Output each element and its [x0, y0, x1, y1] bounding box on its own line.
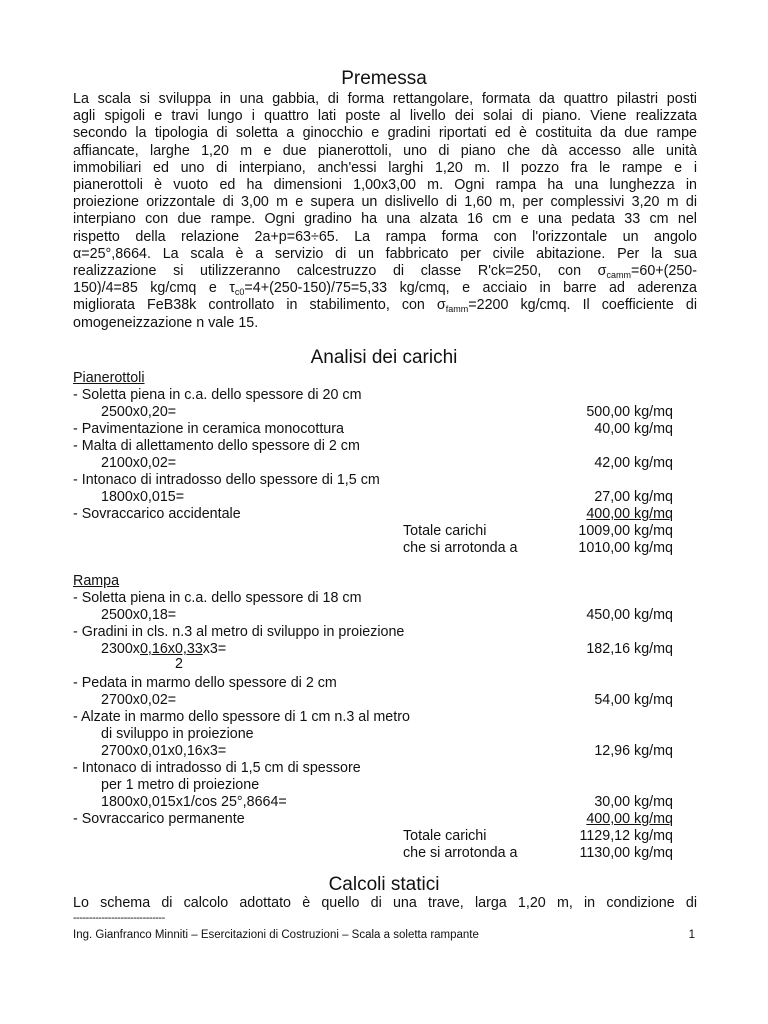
total-value: 1009,00 kg/mq: [578, 523, 673, 539]
load-formula: 2500x0,18=: [101, 607, 177, 623]
paragraph-line: α=25°,8664. La scala è a servizio di un fabbricato per civile abitazione. Per la sua: [73, 245, 697, 262]
footer-text: Ing. Gianfranco Minniti – Esercitazioni di Costruzioni – Scala a soletta rampante: [73, 929, 479, 941]
load-row: [73, 387, 673, 404]
load-row: [73, 726, 673, 743]
load-row: [73, 777, 673, 794]
load-label: - Intonaco di intradosso dello spessore di 1,5 cm: [73, 472, 380, 488]
rounded-value: 1010,00 kg/mq: [578, 540, 673, 556]
paragraph-line: agli spigoli e travi lungo i quattro lati poste al livello dei solai di piano. Viene realizzata: [73, 108, 697, 125]
paragraph-line: rispetto della relazione 2a+p=63÷65. La rampa forma con l'orizzontale un angolo: [73, 228, 697, 245]
load-row: [73, 607, 673, 624]
section-title-calcoli: Calcoli statici: [328, 874, 440, 895]
paragraph-line: affiancate, larghe 1,20 m e due pianerottoli, uno di piano che dà accesso alle unità: [73, 142, 697, 159]
load-formula: 1800x0,015x1/cos 25°,8664=: [101, 794, 287, 810]
premessa-paragraph: [73, 91, 697, 332]
load-formula: 2100x0,02=: [101, 455, 177, 471]
line-text: migliorata FeB38k controllato in stabilimento, con σ: [73, 297, 446, 314]
paragraph-line: [73, 297, 697, 314]
paragraph-line: proiezione orizzontale di 3,00 m e supera un dislivello di 1,60 m, per complessivi 3,20 m di: [73, 194, 697, 211]
load-row: [73, 421, 673, 438]
load-row: [73, 590, 673, 607]
subscript: c0: [234, 287, 245, 298]
load-label: - Soletta piena in c.a. dello spessore di 18 cm: [73, 590, 362, 606]
paragraph-line: interpiano con due rampe. Ogni gradino ha una alzata 16 cm e una pedata 33 cm nel: [73, 211, 697, 228]
paragraph-line: secondo la tipologia di soletta a ginocchio e gradini riportati ed è costituita da due rampe: [73, 125, 697, 142]
load-value: 42,00 kg/mq: [594, 455, 673, 471]
load-label-cont: di sviluppo in proiezione: [101, 726, 254, 742]
load-formula: 1800x0,015=: [101, 489, 185, 505]
rounded-row: [73, 845, 673, 862]
load-row: [73, 709, 673, 726]
load-formula: 2700x0,01x0,16x3=: [101, 743, 227, 759]
load-value: 40,00 kg/mq: [594, 421, 673, 437]
load-row: [73, 438, 673, 455]
load-row: [73, 641, 673, 658]
line-text: =4+(250-150)/75=5,33 kg/cmq, e acciaio in barre ad aderenza: [244, 280, 697, 297]
total-label: Totale carichi: [403, 828, 487, 844]
section-title-premessa: Premessa: [341, 68, 427, 89]
paragraph-line: Lo schema di calcolo adottato è quello di una trave, larga 1,20 m, in condizione di: [73, 895, 697, 911]
page-number: 1: [688, 929, 695, 941]
load-value: 400,00 kg/mq: [586, 506, 673, 522]
formula-part: 2300x: [101, 641, 140, 657]
footnote-separator: -----------------------------: [73, 912, 165, 924]
load-label: - Sovraccarico accidentale: [73, 506, 241, 522]
line-text: =60+(250-: [631, 263, 697, 280]
paragraph-line: omogeneizzazione n vale 15.: [73, 314, 259, 331]
rounded-row: [73, 540, 673, 557]
total-row: [73, 828, 673, 845]
subscript: famm: [445, 304, 469, 315]
calcoli-paragraph: [73, 895, 697, 912]
line-text: 150)/4=85 kg/cmq e τ: [73, 280, 235, 297]
load-formula: 2700x0,02=: [101, 692, 177, 708]
formula-part: x3=: [202, 641, 227, 657]
load-row: [73, 472, 673, 489]
load-row: [73, 455, 673, 472]
total-label: Totale carichi: [403, 523, 487, 539]
load-label: - Pedata in marmo dello spessore di 2 cm: [73, 675, 337, 691]
load-row: [73, 506, 673, 523]
load-formula: [101, 641, 226, 658]
load-row: [73, 692, 673, 709]
load-value: 54,00 kg/mq: [594, 692, 673, 708]
load-label: - Malta di allettamento dello spessore di 2 cm: [73, 438, 360, 454]
load-value: 182,16 kg/mq: [586, 641, 673, 657]
load-value: 12,96 kg/mq: [594, 743, 673, 759]
load-label-cont: per 1 metro di proiezione: [101, 777, 260, 793]
load-row: [73, 794, 673, 811]
subsection-heading-rampa: Rampa: [73, 573, 120, 589]
load-row: [73, 489, 673, 506]
load-label: - Intonaco di intradosso di 1,5 cm di spessore: [73, 760, 361, 776]
load-label: - Gradini in cls. n.3 al metro di sviluppo in proiezione: [73, 624, 405, 640]
total-value: 1129,12 kg/mq: [579, 828, 673, 844]
load-value: 30,00 kg/mq: [594, 794, 673, 810]
load-row: [73, 404, 673, 421]
page-footer: [73, 928, 695, 942]
subscript: camm: [606, 270, 632, 281]
load-row: [73, 675, 673, 692]
paragraph-line: [73, 280, 697, 297]
load-value: 400,00 kg/mq: [586, 811, 673, 827]
load-value: 450,00 kg/mq: [586, 607, 673, 623]
rounded-label: che si arrotonda a: [403, 540, 518, 556]
rounded-label: che si arrotonda a: [403, 845, 518, 861]
load-row: [73, 760, 673, 777]
load-label: - Soletta piena in c.a. dello spessore di 20 cm: [73, 387, 362, 403]
load-label: - Alzate in marmo dello spessore di 1 cm n.3 al metro: [73, 709, 410, 725]
paragraph-line: pianerottoli è vuoto ed ha dimensioni 1,00x3,00 m. Ogni rampa ha una lunghezza in: [73, 177, 697, 194]
section-title-analisi: Analisi dei carichi: [310, 347, 458, 368]
load-value: 27,00 kg/mq: [594, 489, 673, 505]
load-value: 500,00 kg/mq: [586, 404, 673, 420]
fraction-numerator: 0,16x0,33: [139, 641, 203, 657]
line-text: =2200 kg/cmq. Il coefficiente di: [468, 297, 698, 314]
load-row: [73, 811, 673, 828]
load-label: - Sovraccarico permanente: [73, 811, 245, 827]
load-row: [73, 624, 673, 641]
line-text: realizzazione si utilizzeranno calcestruzzo di classe R'ck=250, con σ: [73, 263, 607, 280]
load-row: [73, 743, 673, 760]
total-row: [73, 523, 673, 540]
paragraph-line: [73, 263, 697, 280]
paragraph-line: La scala si sviluppa in una gabbia, di forma rettangolare, formata da quattro pilastri posti: [73, 91, 697, 107]
load-formula: 2500x0,20=: [101, 404, 177, 420]
fraction-denominator: 2: [175, 656, 183, 672]
paragraph-line: immobiliari ed uno di interpiano, anch'essi larghi 1,20 m. Il pozzo fra le rampe e i: [73, 159, 697, 176]
rounded-value: 1130,00 kg/mq: [579, 845, 673, 861]
load-label: - Pavimentazione in ceramica monocottura: [73, 421, 344, 437]
subsection-heading-pianerottoli: Pianerottoli: [73, 370, 145, 386]
